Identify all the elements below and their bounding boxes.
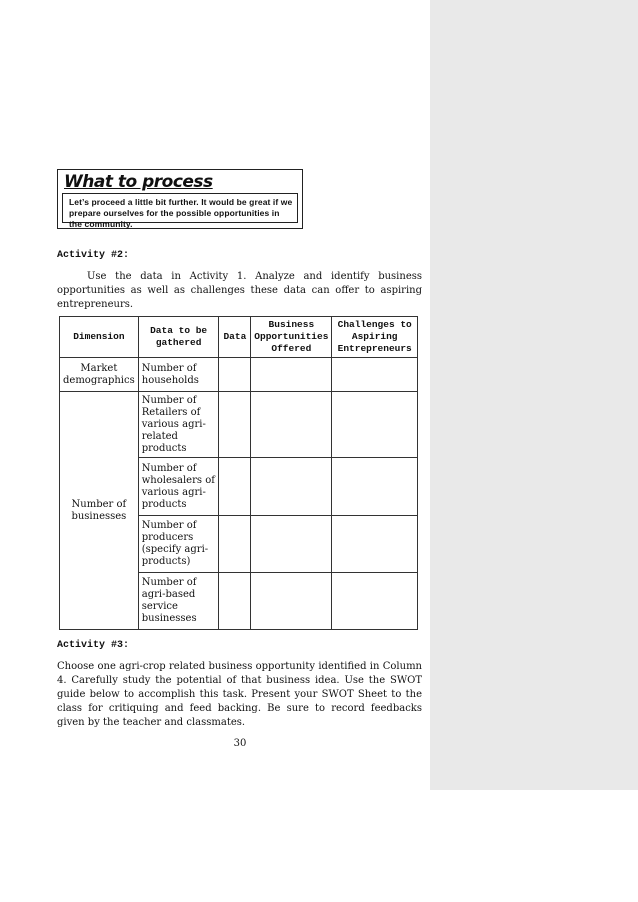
process-instruction-text: Let’s proceed a little bit further. It would be great if we prepare ourselves for the possible opportunities in the community.: [69, 197, 293, 229]
process-instruction-box: [62, 193, 298, 229]
opportunity-cell: [251, 516, 332, 573]
process-title: What to process: [64, 172, 213, 192]
header-business-opportunities: Business Opportunities Offered: [251, 317, 332, 358]
gathered-cell: Number of agri-based service businesses: [138, 573, 219, 630]
activity-3-paragraph: Choose one agri-crop related business opportunity identified in Column 4. Carefully study the potential of that business idea. Use the SWOT guide below to accomplish this task. Present your SWOT Sheet to the class for critiquing and feed backing. Be sure to record feedbacks given by the teacher and classmates.: [57, 661, 422, 728]
challenge-cell: [332, 516, 418, 573]
header-dimension: Dimension: [60, 317, 139, 358]
data-cell: [219, 358, 251, 392]
table-row: [60, 358, 418, 392]
activity-3-heading: Activity #3:: [57, 640, 130, 651]
dimension-cell: Number of businesses: [60, 392, 139, 630]
data-table: [59, 316, 418, 630]
challenge-cell: [332, 358, 418, 392]
activity-2-heading: Activity #2:: [57, 250, 130, 261]
data-cell: [219, 392, 251, 458]
comment-sidebar: [430, 0, 638, 790]
gathered-cell: Number of producers (specify agri-products): [138, 516, 219, 573]
gathered-cell: Number of households: [138, 358, 219, 392]
gathered-cell: Number of Retailers of various agri-related products: [138, 392, 219, 458]
challenge-cell: [332, 573, 418, 630]
opportunity-cell: [251, 392, 332, 458]
table-row: [60, 392, 418, 458]
challenge-cell: [332, 392, 418, 458]
data-cell: [219, 573, 251, 630]
opportunity-cell: [251, 358, 332, 392]
page-number: 30: [233, 738, 247, 749]
opportunity-cell: [251, 573, 332, 630]
what-to-process-box: [57, 169, 303, 229]
header-data: Data: [219, 317, 251, 358]
data-cell: [219, 516, 251, 573]
dimension-cell: Market demographics: [60, 358, 139, 392]
header-challenges: Challenges to Aspiring Entrepreneurs: [332, 317, 418, 358]
challenge-cell: [332, 458, 418, 516]
data-cell: [219, 458, 251, 516]
activity-2-paragraph: Use the data in Activity 1. Analyze and identify business opportunities as well as challenges these data can offer to aspiring entrepreneurs.: [57, 271, 422, 310]
gathered-cell: Number of wholesalers of various agri-products: [138, 458, 219, 516]
opportunity-cell: [251, 458, 332, 516]
header-data-to-be-gathered: Data to be gathered: [138, 317, 219, 358]
